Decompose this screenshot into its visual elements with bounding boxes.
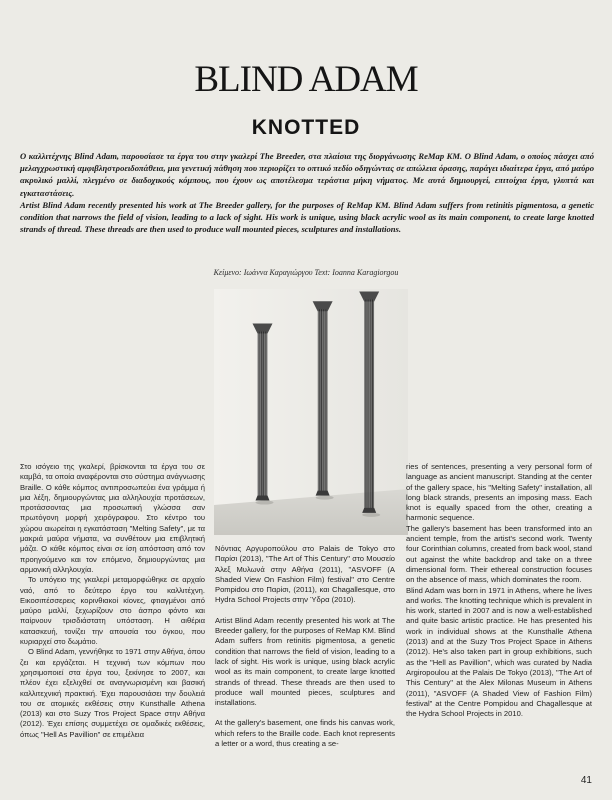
left-paragraph: Στο ισόγειο της γκαλερί, βρίσκονται τα έργα του σε καμβά, τα οποία αναφέρονται στο σύστημα ανάγνωσης Braille. Ο κάθε κόμπος αντιπροσωπεύει ένα γράμμα ή μια λέξη, δημιουργώντας μια αλληλουχία προτάσεων, προτάσσοντας μια προσωπική γλώσσα σαν πρωτόγονη μορφή χειρόγραφου. Στο κέντρο του χώρου αιωρείται η εγκατάσταση "Melting Safety", με τα μακριά μαύρα νήματα, να συνθέτουν μια επιβλητική μάζα. Ο κάθε κόμπος είναι σε ίση απόσταση από τον προηγούμενο και τον επόμενο, δημιουργώντας μια αρμονική αλληλουχία. (20, 462, 206, 574)
middle-paragraph: At the gallery's basement, one finds his canvas work, which refers to the Braille code. Each knot represents a letter or a word, thus creating a se- (215, 718, 395, 749)
intro-greek: Ο καλλιτέχνης Blind Adam, παρουσίασε τα έργα του στην γκαλερί The Breeder, στα πλαίσια της διοργάνωσης ReMap KM. O Blind Adam, ο οποίος πάσχει από μελαγχρωστική αμφιβληστροειδοπάθεια, μια γενετική πάθηση που περιορίζει το οπτικό πεδίο οδηγώντας σε απώλεια όρασης, παράγει ιδιαίτερα έργα, από μαύρο ακρυλικό μαλλί, πλεγμένο σε διαδοχικούς κόμπους, που έχουν ως αποτέλεσμα τεράστια μήκη νήματος. Με αυτά δημιουργεί, επιτοίχια έργα, γλυπτά και εγκαταστάσεις. (20, 151, 594, 198)
right-paragraph: ries of sentences, presenting a very personal form of language as ancient manuscript. Standing at the center of the gallery space, his "Melting Safety" installation, all long black strands, presents an imposing mass. Each knot is equally spaced from the other, creating a harmonic sequence. (406, 462, 592, 523)
installation-columns-photo (214, 289, 408, 535)
right-column (406, 462, 592, 719)
page-number: 41 (580, 775, 592, 786)
middle-column (215, 544, 395, 749)
photo-canvas (214, 289, 408, 535)
left-paragraph: Ο Blind Adam, γεννήθηκε το 1971 στην Αθήνα, όπου ζει και εργάζεται. Η τεχνική των κόμπων που χρησιμοποιεί στα έργα του, ξεκίνησε το 2007, και πλέον έχει εξελιχθεί σε αναγνωρισμένη και βασική καλλιτεχνική πρακτική. Έχει παρουσιάσει την δουλειά του σε ατομικές εκθέσεις στην Kunsthalle Athena (2013) και στο Suzy Tros Project Space στην Αθήνα (2012). Έχει επίσης συμμετέχει σε ομαδικές εκθέσεις, όπως "Hell As Pavillion" σε επιμέλεια (20, 647, 205, 739)
right-paragraph: Blind Adam was born in 1971 in Athens, where he lives and works. The knotting technique which is prevalent in his work, started in 2007 and is now a well-established and quite basic artistic practice. He has presented his work in individual shows at the Kunsthalle Athena (2013) and at the Suzy Tros Project Space in Athens (2012). He's also taken part in group exhibitions, such as the "Hell as Pavillion", which was curated by Nadia Argiropoulou at the Palais De Tokyo (2013), "The Art of This Century" at the Alex Milonas Museum in Athens (2011), "ASVOFF (A Shaded View of Fashion Film) festival" at the Centre Pompidou and Chagallesque at the Hydra School Projects in 2010. (406, 585, 593, 719)
article-title: BLIND ADAM (194, 59, 418, 100)
left-column (20, 462, 205, 740)
middle-paragraph: Artist Blind Adam recently presented his work at The Breeder gallery, for the purposes of ReMap KM. Blind Adam suffers from retinitis pigmentosa, a genetic condition that narrows the field of vision, leading to a lack of sight. His work is unique, using black acrylic wool as its main component, to create large knotted strands of thread. These threads are then used to produce wall mounted pieces, sculptures and installations. (215, 615, 395, 708)
article-intro (20, 150, 594, 235)
middle-paragraph: Νόντιας Αργυροπούλου στο Palais de Tokyo στο Παρίσι (2013), "The Art of This Century" στο Μουσείο Άλεξ Μυλωνά στην Αθήνα (2011), "ASVOFF (A Shaded View On Fashion Film) festival" στο Centre Pompidou στο Παρίσι, (2011), και Chagallesque, στο Hydra School Projects στην Ύδρα (2010). (215, 544, 395, 605)
article-credits: Κείμενο: Ιωάννα Καραγιώργου Text: Ioanna Karagiorgou (213, 268, 399, 277)
left-paragraph: Το υπόγειο της γκαλερί μεταμορφώθηκε σε αρχαίο ναό, από το δεύτερο έργο του καλλιτέχνη. Εικοσιπέσσερεις κορινθιακοί κίονες, φτιαγμένοι από μαύρο μαλλί, ξεχωρίζουν στο άσπρο φόντο και παίρνουν τρισδιάστατη υπόσταση. Η αιθέρια κατασκευή, τονίζει την απουσία του όγκου, που κυριαρχεί στο δωμάτιο. (20, 575, 205, 647)
intro-english: Artist Blind Adam recently presented his work at The Breeder gallery, for the purposes of ReMap KM. Blind Adam suffers from retinitis pigmentosa, a genetic condition that narrows the field of vision, leading to a lack of sight. His work is unique, using black acrylic wool as its main component, to create large knotted strands of thread. These threads are then used to produce wall mounted pieces, sculptures and installations. (20, 199, 594, 235)
right-paragraph: The gallery's basement has been transformed into an ancient temple, from the artist's second work. Twenty four Corinthian columns, created from back wool, stand out against the white backdrop and take on a three dimensional form. Their ethereal construction focuses on the absence of mass, which dominates the room. (406, 523, 592, 585)
article-subtitle: KNOTTED (251, 116, 361, 139)
